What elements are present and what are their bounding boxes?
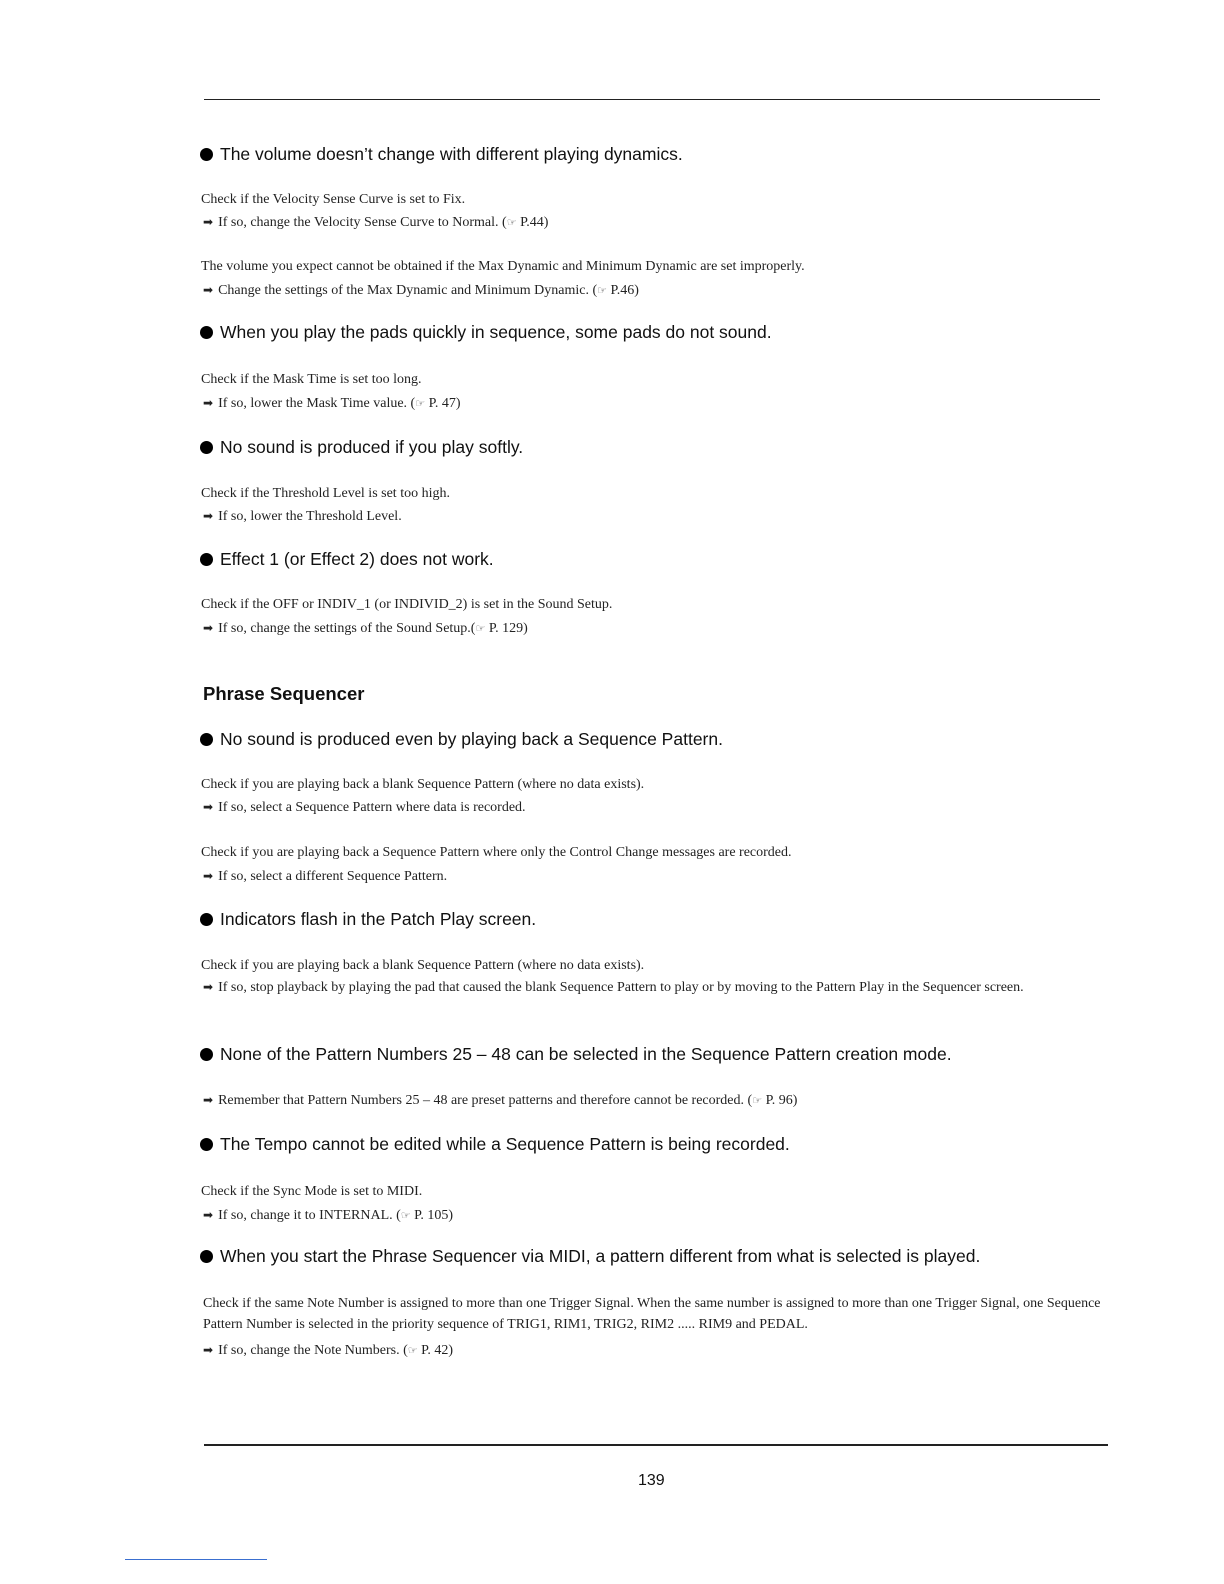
action-select-pattern: ➡ If so, select a Sequence Pattern where data is recorded.: [203, 800, 526, 815]
page-ref-icon: ☞: [752, 1094, 763, 1107]
page-ref-icon: ☞: [506, 216, 517, 229]
action-threshold: ➡ If so, lower the Threshold Level.: [203, 509, 402, 524]
action-mask-time: ➡ If so, lower the Mask Time value. (☞ P. 47): [203, 396, 461, 411]
action-max-min-dynamic: ➡ Change the settings of the Max Dynamic and Minimum Dynamic. (☞ P.46): [203, 283, 639, 298]
action-stop-playback: ➡ If so, stop playback by playing the pad that caused the blank Sequence Pattern to play or by moving to the Pattern Play in the Sequencer screen.: [203, 980, 1024, 995]
section-heading-phrase-sequencer: Phrase Sequencer: [203, 683, 365, 704]
heading-pattern-numbers: None of the Pattern Numbers 25 – 48 can be selected in the Sequence Pattern creation mode.: [200, 1044, 952, 1065]
page-ref-icon: ☞: [400, 1209, 411, 1222]
page-ref-icon: ☞: [475, 622, 486, 635]
arrow-right-icon: ➡: [203, 215, 214, 229]
page-ref-icon: ☞: [407, 1344, 418, 1357]
bullet-icon: [200, 326, 213, 339]
action-different-pattern: ➡ If so, select a different Sequence Pattern.: [203, 869, 448, 884]
page-number: 139: [638, 1472, 665, 1489]
arrow-right-icon: ➡: [203, 1093, 214, 1107]
footer-link-line: [125, 1559, 267, 1560]
arrow-right-icon: ➡: [203, 621, 214, 635]
bullet-icon: [200, 148, 213, 161]
action-sound-setup: ➡ If so, change the settings of the Sound Setup.(☞ P. 129): [203, 621, 528, 636]
arrow-right-icon: ➡: [203, 869, 214, 883]
check-threshold: Check if the Threshold Level is set too high.: [201, 486, 450, 501]
check-mask-time: Check if the Mask Time is set too long.: [201, 372, 422, 387]
check-velocity-curve: Check if the Velocity Sense Curve is set to Fix.: [201, 192, 466, 207]
heading-indicators-flash: Indicators flash in the Patch Play screen.: [200, 909, 536, 930]
bullet-icon: [200, 913, 213, 926]
check-max-min-dynamic: The volume you expect cannot be obtained if the Max Dynamic and Minimum Dynamic are set improperly.: [201, 259, 805, 274]
action-velocity-curve: ➡ If so, change the Velocity Sense Curve to Normal. (☞ P.44): [203, 215, 549, 230]
arrow-right-icon: ➡: [203, 800, 214, 814]
arrow-right-icon: ➡: [203, 1343, 214, 1357]
page-ref-icon: ☞: [597, 284, 608, 297]
heading-play-softly: No sound is produced if you play softly.: [200, 437, 523, 458]
check-blank-pattern-2: Check if you are playing back a blank Sequence Pattern (where no data exists).: [201, 958, 645, 973]
bullet-icon: [200, 441, 213, 454]
arrow-right-icon: ➡: [203, 1208, 214, 1222]
bullet-icon: [200, 1250, 213, 1263]
arrow-right-icon: ➡: [203, 396, 214, 410]
bullet-icon: [200, 1138, 213, 1151]
heading-volume-dynamics: The volume doesn’t change with different playing dynamics.: [200, 144, 683, 165]
heading-pads-sequence: When you play the pads quickly in sequence, some pads do not sound.: [200, 322, 772, 343]
bullet-icon: [200, 1048, 213, 1061]
arrow-right-icon: ➡: [203, 509, 214, 523]
heading-no-sound-playback: No sound is produced even by playing back a Sequence Pattern.: [200, 729, 723, 750]
check-sound-setup: Check if the OFF or INDIV_1 (or INDIVID_2) is set in the Sound Setup.: [201, 597, 613, 612]
top-rule: [204, 99, 1100, 100]
bullet-icon: [200, 733, 213, 746]
check-note-number: Check if the same Note Number is assigned to more than one Trigger Signal. When the same number is assigned to more than one Trigger Signal, one Sequence Pattern Number is selected in the priority sequence of TRIG1, RIM1, TRIG2, RIM2 ..... RIM9 and PEDAL.: [203, 1296, 1101, 1332]
note-preset-patterns: ➡ Remember that Pattern Numbers 25 – 48 are preset patterns and therefore cannot be recorded. (☞ P. 96): [203, 1093, 798, 1108]
page-ref-icon: ☞: [415, 397, 426, 410]
check-control-change: Check if you are playing back a Sequence Pattern where only the Control Change messages are recorded.: [201, 845, 792, 860]
check-sync-mode: Check if the Sync Mode is set to MIDI.: [201, 1184, 423, 1199]
heading-tempo: The Tempo cannot be edited while a Sequence Pattern is being recorded.: [200, 1134, 790, 1155]
arrow-right-icon: ➡: [203, 980, 214, 994]
action-internal: ➡ If so, change it to INTERNAL. (☞ P. 105): [203, 1208, 454, 1223]
heading-effect: Effect 1 (or Effect 2) does not work.: [200, 549, 494, 570]
bottom-rule: [204, 1444, 1108, 1446]
check-blank-pattern: Check if you are playing back a blank Sequence Pattern (where no data exists).: [201, 777, 645, 792]
heading-midi-start: When you start the Phrase Sequencer via MIDI, a pattern different from what is selected is played.: [200, 1246, 980, 1267]
arrow-right-icon: ➡: [203, 283, 214, 297]
action-note-numbers: ➡ If so, change the Note Numbers. (☞ P. 42): [203, 1343, 454, 1358]
bullet-icon: [200, 553, 213, 566]
